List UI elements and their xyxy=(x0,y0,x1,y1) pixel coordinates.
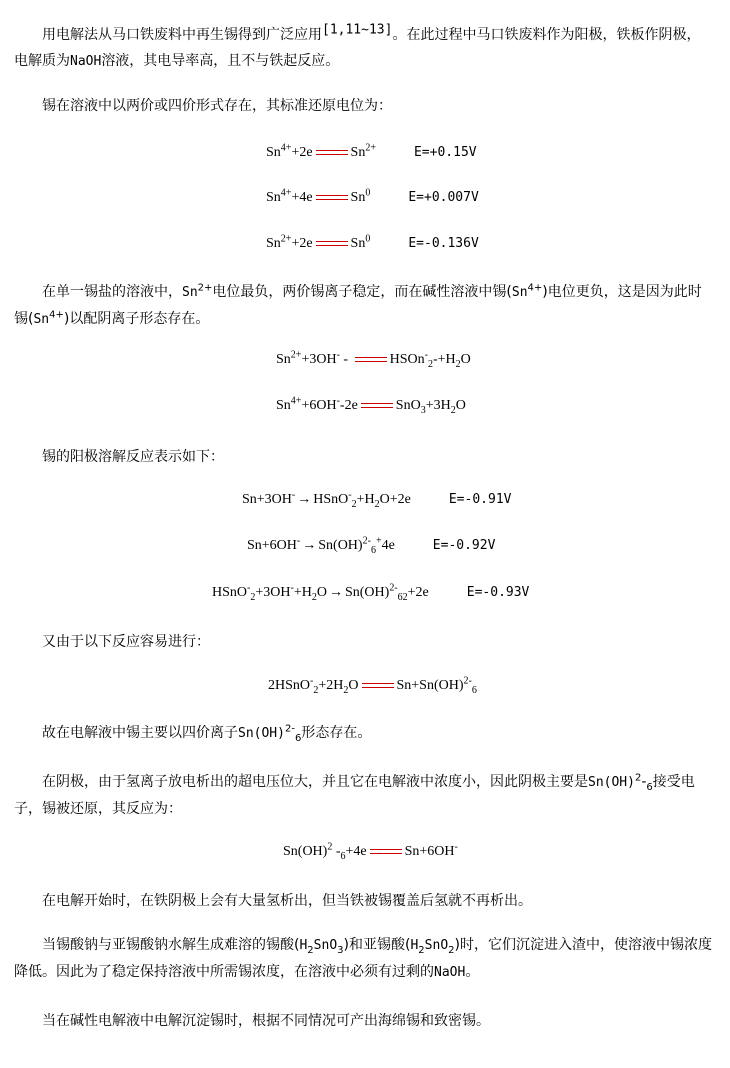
arrow-icon: → xyxy=(297,492,312,507)
paragraph-tetravalent xyxy=(14,720,714,747)
eq-sup: 2+ xyxy=(365,142,376,154)
eq-text: +2e xyxy=(407,585,429,600)
equation-9 xyxy=(268,675,477,696)
eq-sup: 0 xyxy=(365,187,371,199)
equation-7 xyxy=(247,535,496,556)
text: )电位更负，这是因为此时锡( xyxy=(14,284,702,327)
eq-text: Sn xyxy=(350,236,366,251)
eq-text: Sn+Sn(OH) xyxy=(396,678,464,693)
eq-sup: 2- xyxy=(463,675,472,687)
eq-text: Sn xyxy=(276,352,291,367)
potential-value: E=-0.91V xyxy=(448,492,512,507)
eq-sup: 4+ xyxy=(280,187,292,199)
equation-6 xyxy=(242,489,512,510)
equation-1 xyxy=(266,142,477,161)
eq-text: +6OH xyxy=(301,398,337,413)
formula-sub: 6 xyxy=(646,781,653,793)
text: 形态存在。 xyxy=(301,725,372,741)
eq-sub: 62 xyxy=(397,591,408,603)
eq-sup: - xyxy=(247,582,251,594)
eq-text: - xyxy=(343,352,349,367)
text: 接受电子，锡被还原，其反应为： xyxy=(14,774,695,817)
equilibrium-sign xyxy=(316,150,348,155)
eq-sub: 2 xyxy=(351,498,357,510)
eq-sup: - xyxy=(336,395,340,407)
eq-text: +4e xyxy=(345,844,367,859)
eq-sup: + xyxy=(375,535,382,547)
text: )时，它们沉淀进入渣中，使溶液中锡浓度降低。因此为了稳定保持溶液中所需锡浓度，在溶液中必须有过剩的 xyxy=(14,937,712,980)
text: 在单一锡盐的溶液中， xyxy=(42,284,182,300)
formula: Sn(OH) xyxy=(238,726,285,741)
eq-text: O xyxy=(348,678,359,693)
formula-sup: 2+ xyxy=(197,282,213,294)
eq-sup: 4+ xyxy=(290,395,302,407)
eq-text: +2e xyxy=(291,145,313,160)
formula: H xyxy=(410,938,419,953)
eq-text: Sn(OH) xyxy=(344,585,390,600)
eq-sup: - xyxy=(296,535,301,547)
equation-3 xyxy=(266,233,479,252)
formula: Sn xyxy=(182,285,198,300)
eq-text: HSOn xyxy=(389,352,425,367)
eq-sup: - xyxy=(424,349,428,361)
equation-5 xyxy=(276,395,466,416)
eq-sup: 2+ xyxy=(290,349,302,361)
formula: NaOH xyxy=(70,54,102,69)
formula: H xyxy=(299,938,308,953)
eq-sup: 2 xyxy=(327,841,333,853)
equation-10 xyxy=(283,841,458,862)
eq-sup: - xyxy=(291,489,296,501)
formula: SnO xyxy=(424,938,449,953)
eq-text: HSnO xyxy=(212,585,248,600)
eq-sub: 6 xyxy=(370,544,376,556)
eq-sup: 4+ xyxy=(280,142,292,154)
potential-value: E=-0.92V xyxy=(432,538,496,553)
paragraph-easy-reaction: 又由于以下反应容易进行： xyxy=(42,634,210,650)
text: 在阴极，由于氢离子放电析出的超电压位大，并且它在电解液中浓度小，因此阴极主要是 xyxy=(42,774,588,790)
eq-text: -+H xyxy=(432,352,456,367)
eq-text: 4e xyxy=(381,538,395,553)
equilibrium-sign xyxy=(316,195,348,200)
formula-sup: 4+ xyxy=(49,309,64,321)
paragraph-cathode xyxy=(14,769,714,822)
text: )和亚锡酸( xyxy=(343,937,411,953)
eq-text: -2e xyxy=(339,398,358,413)
citation: [1,11~13] xyxy=(322,22,393,38)
eq-sup: 2- xyxy=(389,582,398,594)
paragraph-sponge-tin: 当在碱性电解液中电解沉淀锡时，根据不同情况可产出海绵锡和致密锡。 xyxy=(42,1013,490,1029)
eq-sub: 2 xyxy=(313,684,319,696)
eq-sub: 2 xyxy=(450,404,456,416)
arrow-icon: → xyxy=(302,538,317,553)
equilibrium-sign xyxy=(316,241,348,246)
eq-text: Sn(OH) xyxy=(283,844,328,859)
eq-text: - xyxy=(332,844,341,859)
formula-sup: 2- xyxy=(284,723,295,735)
text: 。 xyxy=(465,964,480,980)
text: 用电解法从马口铁废料中再生锡得到广泛应用 xyxy=(42,27,322,43)
formula-sup: 2 xyxy=(634,772,642,784)
eq-text: +3OH xyxy=(255,585,291,600)
equation-8 xyxy=(212,582,530,603)
formula-sub: 6 xyxy=(294,732,302,744)
formula-sub: 2 xyxy=(307,944,314,956)
eq-text: +3H xyxy=(425,398,451,413)
formula-dash: - xyxy=(641,774,647,790)
potential-value: E=+0.007V xyxy=(408,190,479,205)
eq-text: Sn+6OH xyxy=(404,844,455,859)
eq-sub: 2 xyxy=(455,358,461,370)
eq-text: O xyxy=(460,352,471,367)
arrow-icon: → xyxy=(328,585,343,600)
potential-value: E=-0.93V xyxy=(466,585,530,600)
eq-text: O xyxy=(455,398,466,413)
formula: Sn(OH) xyxy=(588,775,635,790)
formula: NaOH xyxy=(434,965,466,980)
text: 故在电解液中锡主要以四价离子 xyxy=(42,725,238,741)
eq-text: Sn+6OH xyxy=(247,538,297,553)
eq-text: HSnO xyxy=(313,492,349,507)
paragraph-potentials: 锡在溶液中以两价或四价形式存在，其标准还原电位为： xyxy=(42,98,392,114)
eq-text: +H xyxy=(356,492,375,507)
eq-sup: - xyxy=(348,489,352,501)
eq-text: Sn xyxy=(276,398,291,413)
eq-sup: 2- xyxy=(362,535,371,547)
eq-sup: - xyxy=(336,349,340,361)
eq-sub: 3 xyxy=(420,404,426,416)
eq-text: Sn xyxy=(266,236,281,251)
eq-text: +H xyxy=(293,585,312,600)
eq-text: SnO xyxy=(395,398,421,413)
eq-text: +2e xyxy=(291,236,313,251)
eq-text: O xyxy=(316,585,327,600)
eq-text: Sn xyxy=(266,190,281,205)
eq-text: Sn(OH) xyxy=(318,538,363,553)
equilibrium-sign xyxy=(361,403,393,408)
paragraph-hydrogen: 在电解开始时，在铁阴极上会有大量氢析出，但当铁被锡覆盖后氢就不再析出。 xyxy=(42,893,532,909)
text: 当锡酸钠与亚锡酸钠水解生成难溶的锡酸( xyxy=(42,937,300,953)
eq-sup: - xyxy=(310,675,314,687)
equilibrium-sign xyxy=(370,849,402,854)
text: )以配阴离子形态存在。 xyxy=(63,311,210,327)
potential-value: E=+0.15V xyxy=(413,145,477,160)
formula-sub: 2 xyxy=(418,944,425,956)
text: 溶液，其电导率高，且不与铁起反应。 xyxy=(101,53,340,69)
equation-4 xyxy=(276,349,471,370)
paragraph-intro xyxy=(14,22,714,75)
text: 。在此过程中马口铁废料作为阳极，铁板作阴极，电解质为 xyxy=(14,27,701,69)
eq-text: Sn xyxy=(350,190,366,205)
formula: SnO xyxy=(313,938,338,953)
equation-2 xyxy=(266,187,479,206)
paragraph-single-salt xyxy=(14,279,714,333)
eq-sub: 2 xyxy=(374,498,380,510)
eq-text: Sn+3OH xyxy=(242,492,292,507)
formula-sub: 2 xyxy=(448,944,455,956)
eq-sup: - xyxy=(454,841,458,853)
formula-sub: 3 xyxy=(337,944,344,956)
eq-text: 2HSnO xyxy=(268,678,311,693)
eq-sub: 2 xyxy=(343,684,349,696)
eq-sup: - xyxy=(290,582,294,594)
paragraph-anode: 锡的阳极溶解反应表示如下： xyxy=(42,449,224,465)
paragraph-hydrolysis xyxy=(14,932,714,986)
eq-sup: 2+ xyxy=(280,233,292,245)
equilibrium-sign xyxy=(355,357,387,362)
formula: Sn xyxy=(33,312,50,327)
potential-value: E=-0.136V xyxy=(408,236,479,251)
eq-sub: 6 xyxy=(471,684,477,696)
eq-text: +3OH xyxy=(301,352,337,367)
formula-sup: 4+ xyxy=(527,282,543,294)
eq-sub: 2 xyxy=(250,591,256,603)
eq-sub: 2 xyxy=(427,358,433,370)
eq-text: O+2e xyxy=(379,492,411,507)
eq-sup: 0 xyxy=(365,233,371,245)
eq-sub: 2 xyxy=(311,591,317,603)
text: 电位最负，两价锡离子稳定，而在碱性溶液中锡( xyxy=(212,284,512,300)
formula: Sn xyxy=(511,285,528,300)
eq-text: +2H xyxy=(318,678,344,693)
eq-text: Sn xyxy=(350,145,366,160)
eq-text: Sn xyxy=(266,145,281,160)
equilibrium-sign xyxy=(362,683,394,688)
eq-sub: 6 xyxy=(340,850,346,862)
eq-text: +4e xyxy=(291,190,313,205)
